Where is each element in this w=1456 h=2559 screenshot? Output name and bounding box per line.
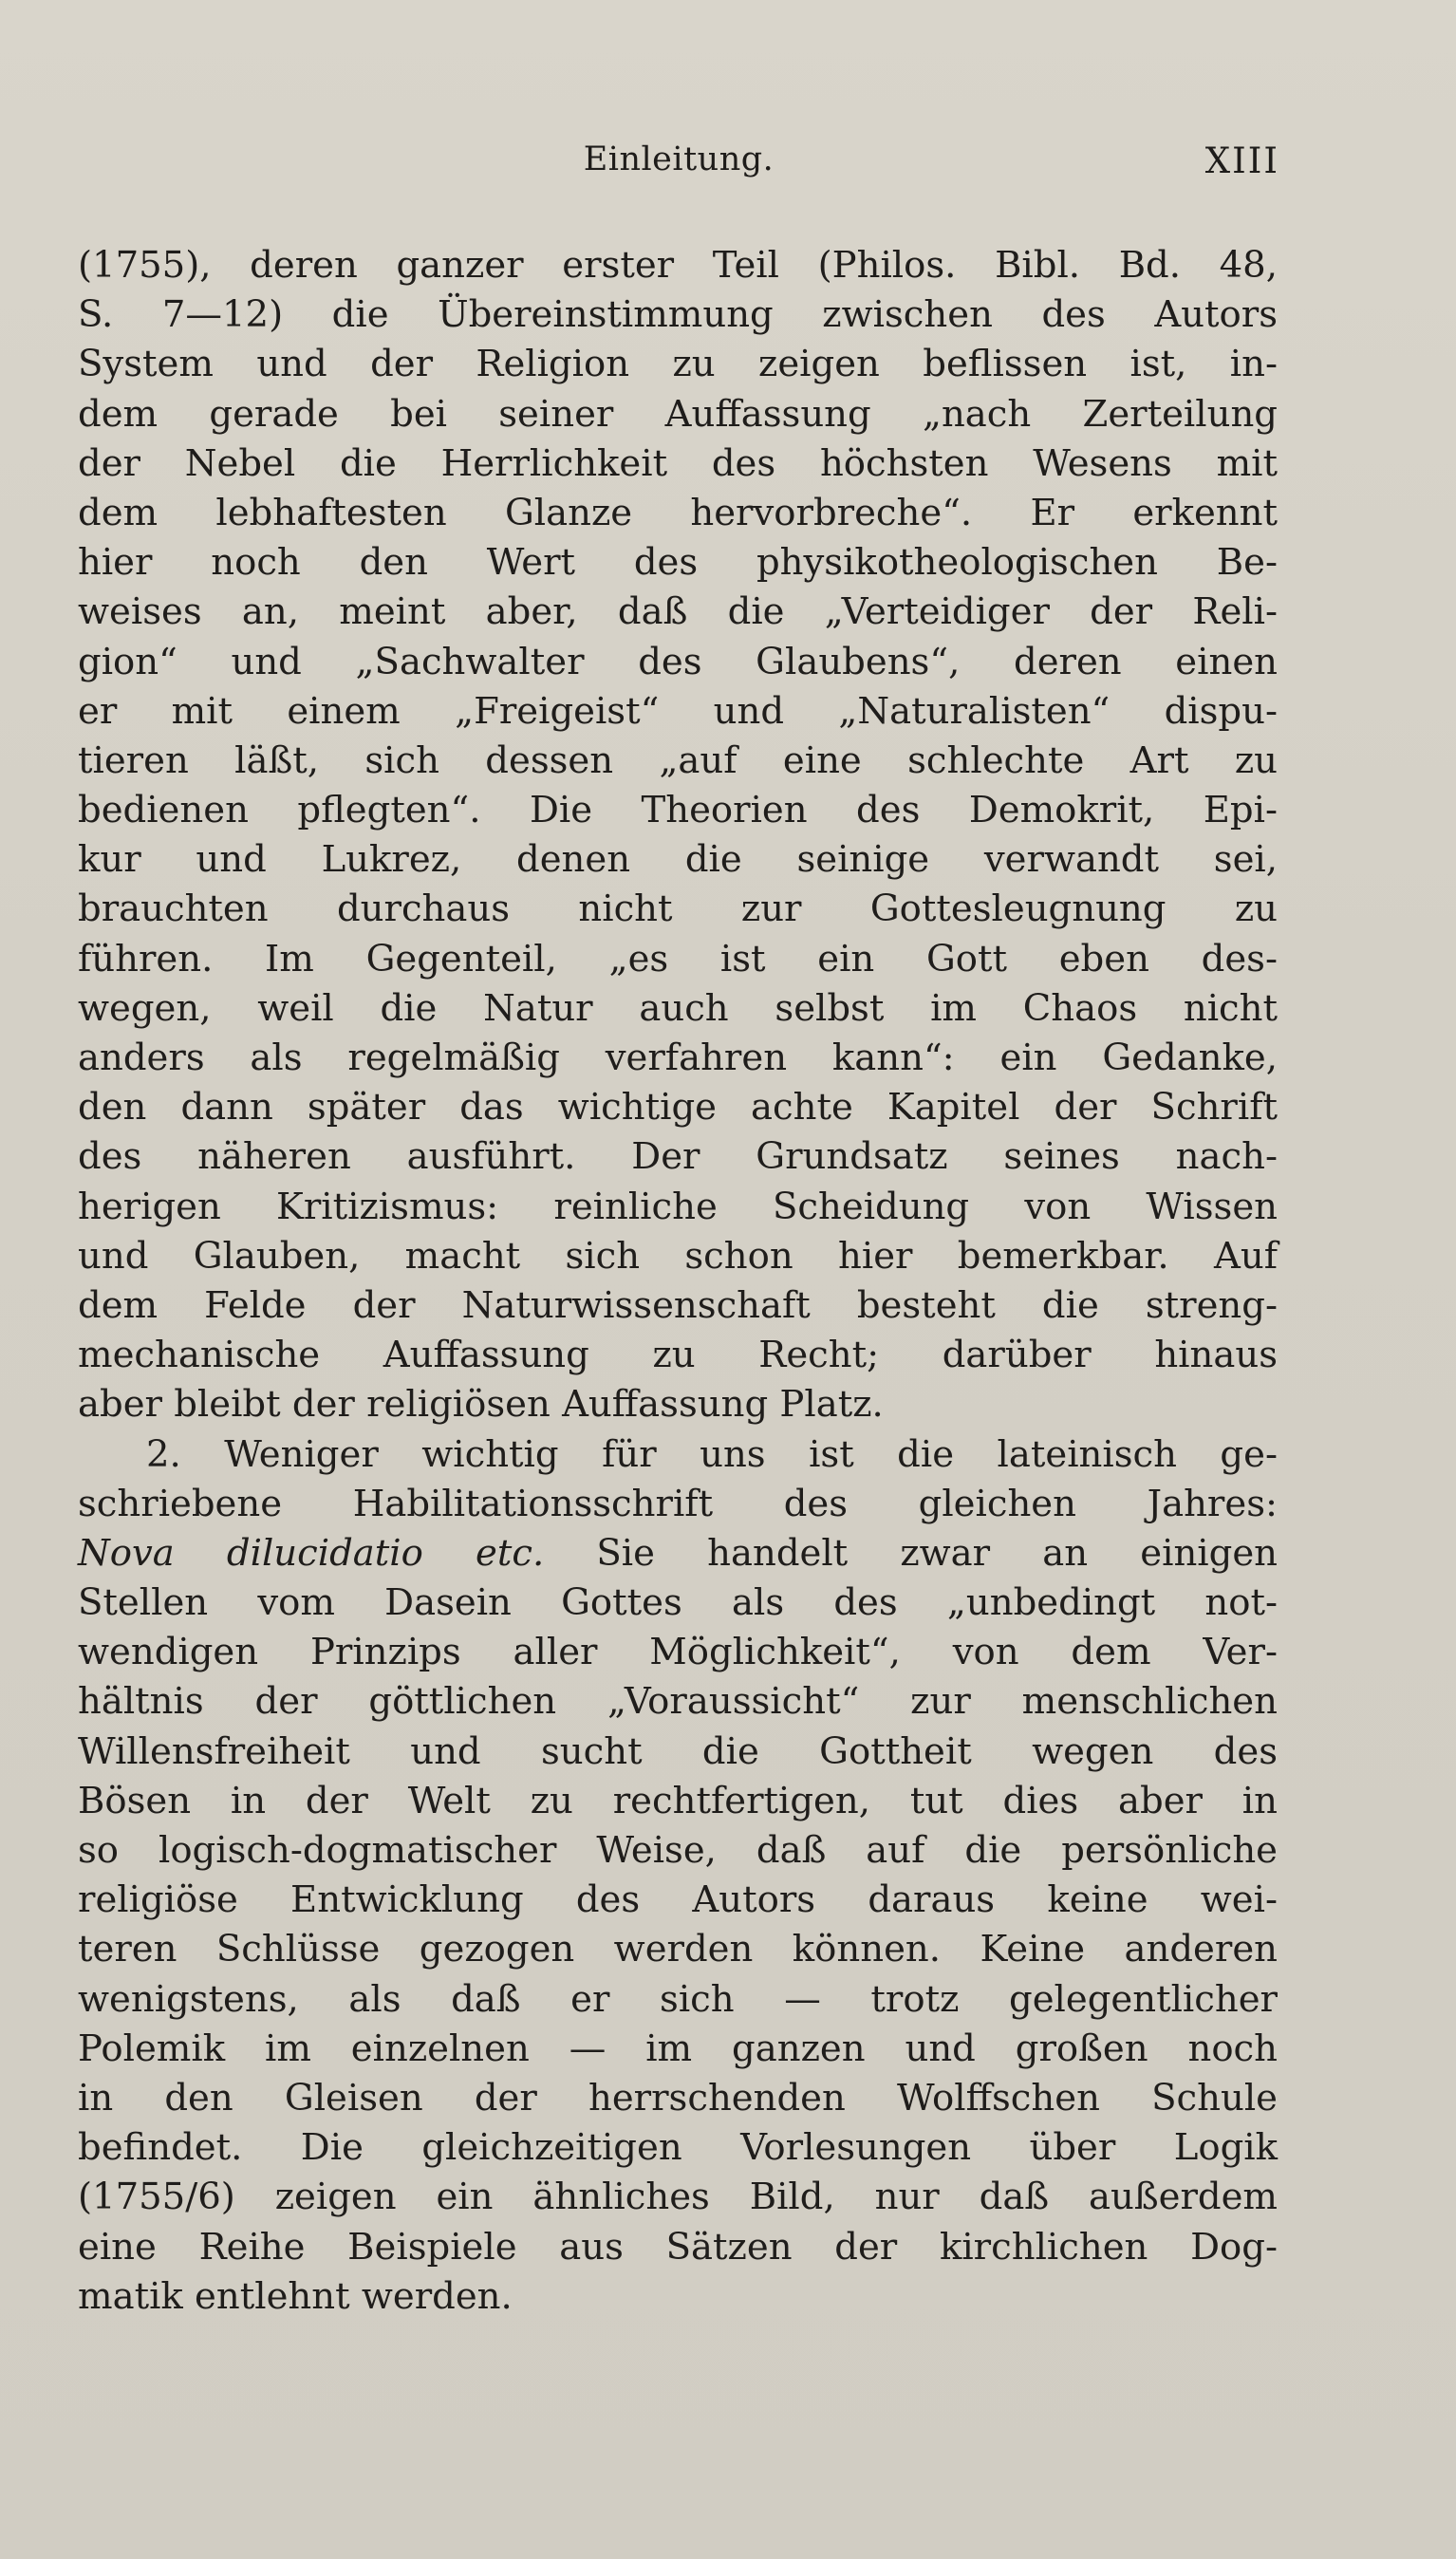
paragraph-end-line: matik entlehnt werden. — [78, 2274, 513, 2318]
text-line: der Nebel die Herrlichkeit des höchsten Wesens mit — [78, 441, 1278, 485]
page-header — [76, 140, 1281, 188]
text-line: dem Felde der Naturwissenschaft besteht die streng- — [78, 1283, 1278, 1327]
text-line: S. 7—12) die Übereinstimmung zwischen des Autors — [78, 293, 1278, 337]
text-line: dem gerade bei seiner Auffassung „nach Zerteilung — [78, 392, 1278, 436]
text-line: bedienen pflegten“. Die Theorien des Demokrit, Epi- — [78, 789, 1278, 832]
text-line: so logisch-dogmatischer Weise, daß auf die persönliche — [78, 1829, 1278, 1872]
text-line: und Glauben, macht sich schon hier bemerkbar. Auf — [78, 1234, 1278, 1278]
text-line: wegen, weil die Natur auch selbst im Chaos nicht — [78, 986, 1278, 1030]
body-text — [78, 241, 1278, 2322]
text-line: brauchten durchaus nicht zur Gottesleugnung zu — [78, 887, 1278, 931]
page-number: XIII — [1204, 140, 1279, 181]
text-line: hier noch den Wert des physikotheologischen Be- — [78, 541, 1278, 585]
text-line: Polemik im einzelnen — im ganzen und großen noch — [78, 2027, 1278, 2070]
text-line: Willensfreiheit und sucht die Gottheit wegen des — [78, 1729, 1278, 1773]
text-line: dem lebhaftesten Glanze hervorbreche“. Er erkennt — [78, 491, 1278, 534]
italic-title: Nova dilucidatio etc. — [78, 1531, 545, 1575]
text-line: den dann später das wichtige achte Kapitel der Schrift — [78, 1086, 1278, 1130]
text-line: befindet. Die gleichzeitigen Vorlesungen über Logik — [78, 2126, 1278, 2170]
paragraph-end-line: aber bleibt der religiösen Auffassung Platz. — [78, 1383, 884, 1427]
text-line: kur und Lukrez, denen die seinige verwandt sei, — [78, 838, 1278, 882]
text-line-with-title — [78, 1529, 1278, 1578]
text-line: System und der Religion zu zeigen beflissen ist, in- — [78, 343, 1278, 386]
text-line: wenigstens, als daß er sich — trotz gelegentlicher — [78, 1977, 1278, 2021]
text-line: tieren läßt, sich dessen „auf eine schlechte Art zu — [78, 738, 1278, 782]
text-line: anders als regelmäßig verfahren kann“: ein Gedanke, — [78, 1037, 1278, 1079]
text-line: er mit einem „Freigeist“ und „Naturalisten“ dispu- — [78, 689, 1278, 733]
text-line: Stellen vom Dasein Gottes als des „unbedingt not- — [78, 1581, 1278, 1625]
text-line: (1755/6) zeigen ein ähnliches Bild, nur daß außerdem — [78, 2176, 1278, 2219]
text-line: wendigen Prinzips aller Möglichkeit“, von dem Ver- — [78, 1631, 1278, 1674]
text-line: (1755), deren ganzer erster Teil (Philos. Bibl. Bd. 48, — [78, 244, 1278, 287]
text-line: Bösen in der Welt zu rechtfertigen, tut dies aber in — [78, 1779, 1278, 1822]
text-line: hältnis der göttlichen „Voraussicht“ zur menschlichen — [78, 1680, 1278, 1724]
text-line: des näheren ausführt. Der Grundsatz seines nach- — [78, 1135, 1278, 1179]
text-line: religiöse Entwicklung des Autors daraus keine wei- — [78, 1878, 1278, 1922]
text-line: eine Reihe Beispiele aus Sätzen der kirchlichen Dog- — [78, 2225, 1278, 2269]
line-remainder: Sie handelt zwar an einigen — [596, 1531, 1278, 1575]
paragraph-start-line: 2. Weniger wichtig für uns ist die lateinisch ge- — [146, 1432, 1278, 1476]
text-line: weises an, meint aber, daß die „Verteidiger der Reli- — [78, 590, 1278, 634]
text-line: herigen Kritizismus: reinliche Scheidung von Wissen — [78, 1185, 1278, 1228]
text-line: in den Gleisen der herrschenden Wolffschen Schule — [78, 2076, 1278, 2120]
text-line: führen. Im Gegenteil, „es ist ein Gott eben des- — [78, 937, 1278, 981]
text-line: mechanische Auffassung zu Recht; darüber hinaus — [78, 1334, 1278, 1377]
text-line: gion“ und „Sachwalter des Glaubens“, deren einen — [78, 640, 1278, 683]
text-line: teren Schlüsse gezogen werden können. Keine anderen — [78, 1928, 1278, 1971]
text-line: schriebene Habilitationsschrift des gleichen Jahres: — [78, 1482, 1278, 1525]
running-title: Einleitung. — [583, 140, 775, 178]
